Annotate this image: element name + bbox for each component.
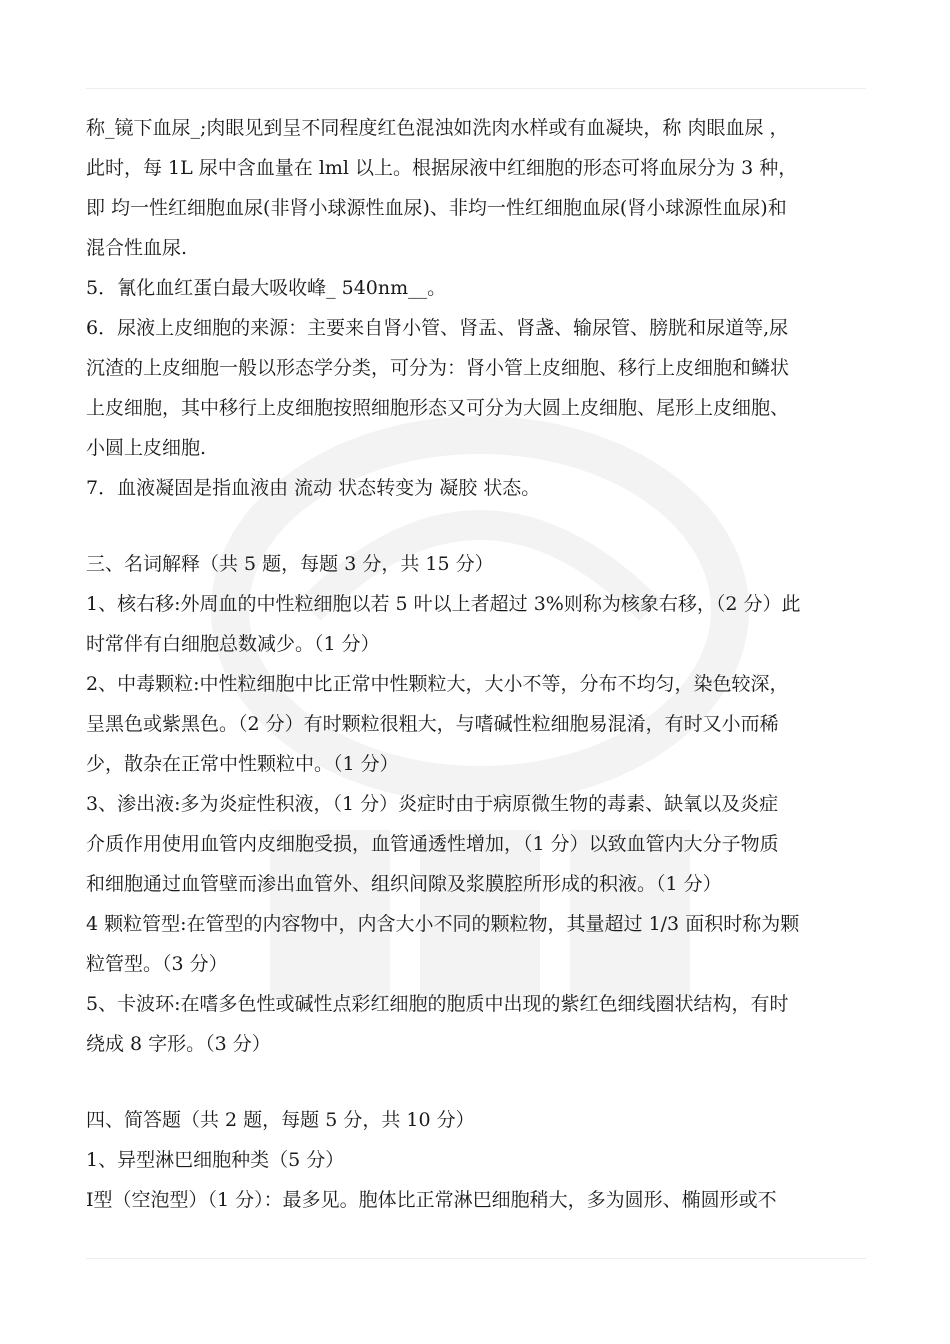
header-rule bbox=[86, 88, 866, 89]
answer-block-continuation bbox=[86, 108, 866, 508]
section-short-answer bbox=[86, 1100, 866, 1220]
section-heading: 四、简答题（共 2 题，每题 5 分，共 10 分） bbox=[86, 1109, 475, 1131]
text-line: 此时，每 1L 尿中含血量在 lml 以上。根据尿液中红细胞的形态可将血尿分为 3 种， bbox=[86, 157, 798, 179]
section-gap bbox=[86, 508, 866, 544]
text-line: 上皮细胞，其中移行上皮细胞按照细胞形态又可分为大圆上皮细胞、尾形上皮细胞、 bbox=[86, 397, 790, 419]
term-item-2: 2、中毒颗粒:中性粒细胞中比正常中性颗粒大，大小不等，分布不均匀，染色较深， bbox=[86, 673, 789, 695]
text-line: I型（空泡型）（1 分）：最多见。胞体比正常淋巴细胞稍大，多为圆形、椭圆形或不 bbox=[86, 1189, 777, 1211]
answer-item-6: 6．尿液上皮细胞的来源：主要来自肾小管、肾盂、肾盏、输尿管、膀胱和尿道等,尿 bbox=[86, 317, 789, 339]
text-line: 混合性血尿. bbox=[86, 237, 188, 259]
text-line: 即 均一性红细胞血尿(非肾小球源性血尿)、非均一性红细胞血尿(肾小球源性血尿)和 bbox=[86, 197, 787, 219]
term-item-5: 5、卡波环:在嗜多色性或碱性点彩红细胞的胞质中出现的紫红色细线圈状结构，有时 bbox=[86, 993, 789, 1015]
term-item-1: 1、核右移:外周血的中性粒细胞以若 5 叶以上者超过 3%则称为核象右移，（2 分）此 bbox=[86, 593, 801, 615]
text-line: 时常伴有白细胞总数减少。（1 分） bbox=[86, 633, 380, 655]
text-line: 粒管型。（3 分） bbox=[86, 953, 228, 975]
text-line: 少，散杂在正常中性颗粒中。（1 分） bbox=[86, 753, 399, 775]
answer-item-7: 7．血液凝固是指血液由 流动 状态转变为 凝胶 状态。 bbox=[86, 477, 541, 499]
section-heading: 三、名词解释（共 5 题，每题 3 分，共 15 分） bbox=[86, 553, 494, 575]
text-line: 呈黑色或紫黑色。（2 分）有时颗粒很粗大，与嗜碱性粒细胞易混淆，有时又小而稀 bbox=[86, 713, 779, 735]
text-line: 介质作用使用血管内皮细胞受损，血管通透性增加，（1 分）以致血管内大分子物质 bbox=[86, 833, 779, 855]
footer-rule bbox=[86, 1258, 866, 1259]
text-line: 小圆上皮细胞. bbox=[86, 437, 207, 459]
document-body bbox=[86, 108, 866, 1220]
text-line: 和细胞通过血管壁而渗出血管外、组织间隙及浆膜腔所形成的积液。（1 分） bbox=[86, 873, 722, 895]
section-term-definitions bbox=[86, 544, 866, 1064]
question-item-1: 1、异型淋巴细胞种类（5 分） bbox=[86, 1149, 345, 1171]
term-item-4: 4 颗粒管型:在管型的内容物中，内含大小不同的颗粒物，其量超过 1/3 面积时称为颗 bbox=[86, 913, 800, 935]
text-line: 绕成 8 字形。（3 分） bbox=[86, 1033, 271, 1055]
term-item-3: 3、渗出液:多为炎症性积液，（1 分）炎症时由于病原微生物的毒素、缺氧以及炎症 bbox=[86, 793, 779, 815]
section-gap bbox=[86, 1064, 866, 1100]
text-line: 沉渣的上皮细胞一般以形态学分类，可分为：肾小管上皮细胞、移行上皮细胞和鳞状 bbox=[86, 357, 790, 379]
text-line: 称_镜下血尿_;肉眼见到呈不同程度红色混浊如洗肉水样或有血凝块，称 肉眼血尿 ， bbox=[86, 117, 789, 139]
answer-item-5: 5．氰化血红蛋白最大吸收峰_ 540nm__。 bbox=[86, 277, 447, 299]
